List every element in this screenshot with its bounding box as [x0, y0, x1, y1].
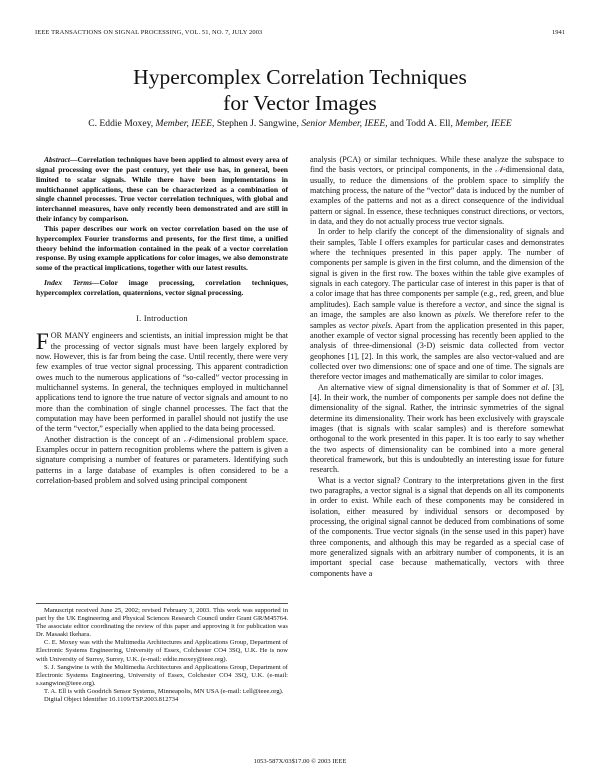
intro-paragraph-1 — [36, 331, 288, 434]
copyright-footer: 1053-587X/03$17.00 © 2003 IEEE — [253, 758, 347, 765]
term-vector-pixels: vector pixels — [348, 320, 391, 330]
index-terms-lead: Index Terms— — [44, 278, 100, 288]
right-text-1b: -dimensional data, usually, to reduce the dimensions of the problem space to simplify the matching process, the nature of the “vector” data is induced by the number of examples of the patterns and not as a direct consequence of the individual pattern or signal. In essence, these techniques construct directions, or vectors, in data, and they do not actually process true vector signals. — [310, 165, 564, 227]
footnote-doi: Digital Object Identifier 10.1109/TSP.2003.812734 — [44, 696, 179, 704]
intro-text-1: OR MANY engineers and scientists, an initial impression might be that the processing of vector signals must have been largely explored by now. However, this is far from being the case. Until recently, there were very few examples of true vector signal processing. This apparent contradiction owes much to the numerous applications of “so-called” vector processing in multichannel systems. In general, the techniques employed in multichannel applications tend to ignore the true nature of vector signals and amount to no more than the combination of single channel processes. The fact that the computation may have been performed in parallel should not justify the use of the term “vector,” especially when applied to the data being processed. — [36, 331, 288, 434]
right-paragraph-4: What is a vector signal? Contrary to the interpretations given in the first two paragraphs, a vector signal is a signal that depends on all its components in order to exist. While each of these components may be considered in isolation, either measured by individual sensors or decomposed by processing, the original signal cannot be deduced from combinations of some of the components. True vector signals (in the sense used in this paper) have three components, and although this may be regarded as a special case of more generalized signals with an arbitrary number of components, it is an important special case because mathematically, vectors with three components have a — [310, 475, 564, 578]
running-header — [35, 29, 565, 38]
term-vector: vector — [464, 299, 486, 309]
intro-paragraph-2 — [36, 435, 288, 487]
term-et-al: et al. — [532, 382, 550, 392]
title-line-1: Hypercomplex Correlation Techniques — [133, 65, 467, 89]
abstract — [36, 155, 288, 273]
right-paragraph-3 — [310, 383, 564, 476]
footnote-sangwine: S. J. Sangwine is with the Multimedia Architectures and Applications Group, Department of Electronic Systems Engineering, University of Essex, Colchester CO4 3SQ, U.K. (e-mail: s.sangwine@ieee.org). — [36, 663, 288, 687]
abstract-paragraph-2: This paper describes our work on vector correlation based on the use of hypercomplex Fourier transforms and presents, for the first time, a unified theory behind the information contained in the peak of a vector correlation response. By using example applications for color images, we also demonstrate some of the practical implications, together with our latest results. — [36, 223, 288, 273]
journal-header: IEEE TRANSACTIONS ON SIGNAL PROCESSING, VOL. 51, NO. 7, JULY 2003 — [35, 29, 263, 36]
introduction — [36, 331, 288, 486]
right-text-3b: [3], [4]. In their work, the number of components per sample does not define the dimensionality of the signal. Rather, the intrinsic symmetries of the signal determine its dimensionality. Their work has been exclusively with grayscale images (that is signals with scalar samples) and is therefore somewhat orthogonal to the work presented in this paper. It is too early to say whether the two aspects of dimensionality can be combined into a more general theoretical framework, but this is undoubtedly an interesting issue for future research. — [310, 382, 565, 475]
right-text-1a: analysis (PCA) or similar techniques. While these analyze the subspace to find the basis vectors, or principal components, in the — [310, 155, 564, 175]
section-heading: I. Introduction — [136, 313, 188, 323]
author-2-name: , Stephen J. Sangwine, — [212, 118, 302, 129]
author-list — [0, 118, 600, 129]
footnote-manuscript: Manuscript received June 25, 2002; revised February 3, 2003. This work was supported in part by the UK Engineering and Physical Sciences Research Council under Grant GR/M45764. The associate editor coordinating the review of this paper and approving it for publication was Dr. Masaaki Ikehara. — [36, 607, 288, 639]
right-text-2b: , and since the signal is an image, the samples are also known as — [310, 299, 564, 320]
abstract-lead: Abstract— — [44, 155, 78, 164]
right-text-2d: . Apart from the application presented in this paper, another example of vector signal processing has recently been applied to the analysis of three-dimensional (3-D) seismic data collected from vector geophones [1], [2]. In this work, the samples are also vector-valued and are collected over two dimensions: one of space and one of time. The signals are therefore vector images and mathematically are similar to color images. — [310, 320, 564, 382]
author-1-role: Member, IEEE — [155, 118, 213, 129]
right-column — [310, 155, 564, 579]
intro-text-2b: -dimensional problem space. Examples occur in pattern recognition problems where the pattern is given a signature comprising a number of features or parameters. Identifying such patterns in a large database of examples is often considered to be a correlation-based problem and solved using principal component — [36, 434, 288, 485]
right-paragraph-2 — [310, 227, 564, 382]
paper-title — [0, 64, 600, 116]
title-line-2: for Vector Images — [223, 91, 377, 115]
footnote-rule — [36, 603, 288, 604]
footnote-ell: T. A. Ell is with Goodrich Sensor Systems, Minneapolis, MN USA (e-mail: t.ell@ieee.org). — [44, 687, 284, 695]
right-text-3a: An alternative view of signal dimensionality is that of Sommer — [318, 382, 533, 392]
author-1-name: C. Eddie Moxey, — [88, 118, 156, 129]
author-2-role: Senior Member, IEEE — [301, 118, 386, 129]
left-column — [36, 155, 288, 486]
dimension-symbol: 𝒩 — [183, 434, 192, 444]
drop-cap: F — [36, 329, 49, 355]
index-terms-text: Color image processing, correlation techniques, hypercomplex correlation, quaternions, vector signal processing. — [36, 278, 288, 297]
abstract-paragraph-1 — [36, 155, 288, 224]
index-terms — [36, 278, 288, 298]
footnote-moxey: C. E. Moxey was with the Multimedia Architectures and Applications Group, Department of Electronic Systems Engineering, University of Essex, Colchester CO4 3SQ, U.K. He is now with University of Surrey, Surrey, U.K. (e-mail: eddie.moxey@ieee.org). — [36, 639, 288, 663]
abstract-text-1: Correlation techniques have been applied to almost every area of signal processing over the past century, yet their use has, in general, been limited to scalar signals. While there have been implementations in multichannel applications, these can be characterized as a combination of single channel processes. True vector correlation techniques, with global and interchannel measures, have only recently been demonstrated and are still in their infancy by comparison. — [36, 155, 288, 224]
right-paragraph-1 — [310, 155, 564, 227]
author-3-role: Member, IEEE — [455, 118, 512, 129]
dimension-symbol-2: 𝒩 — [495, 165, 503, 175]
intro-text-2a: Another distraction is the concept of an — [44, 434, 184, 444]
right-text-2a: In order to help clarify the concept of the dimensionality of signals and their samples, Table I offers examples for particular cases and demonstrates where the techniques presented in this paper apply. The number of components per sample is given in the first column, and the dimension of the signal is given in the first row. The boxes within the table give examples of signals in each category. The particular case of interest in this paper is that of a color image that has three components per sample (e.g., red, green, and blue amplitudes). Each sample value is therefore a — [310, 227, 564, 309]
right-text-2c: . We therefore refer to the samples as — [310, 310, 565, 330]
footnotes — [36, 603, 288, 704]
page-number: 1941 — [552, 29, 565, 36]
term-pixels: pixels — [454, 310, 474, 320]
author-3-name: , and Todd A. Ell, — [385, 118, 456, 129]
